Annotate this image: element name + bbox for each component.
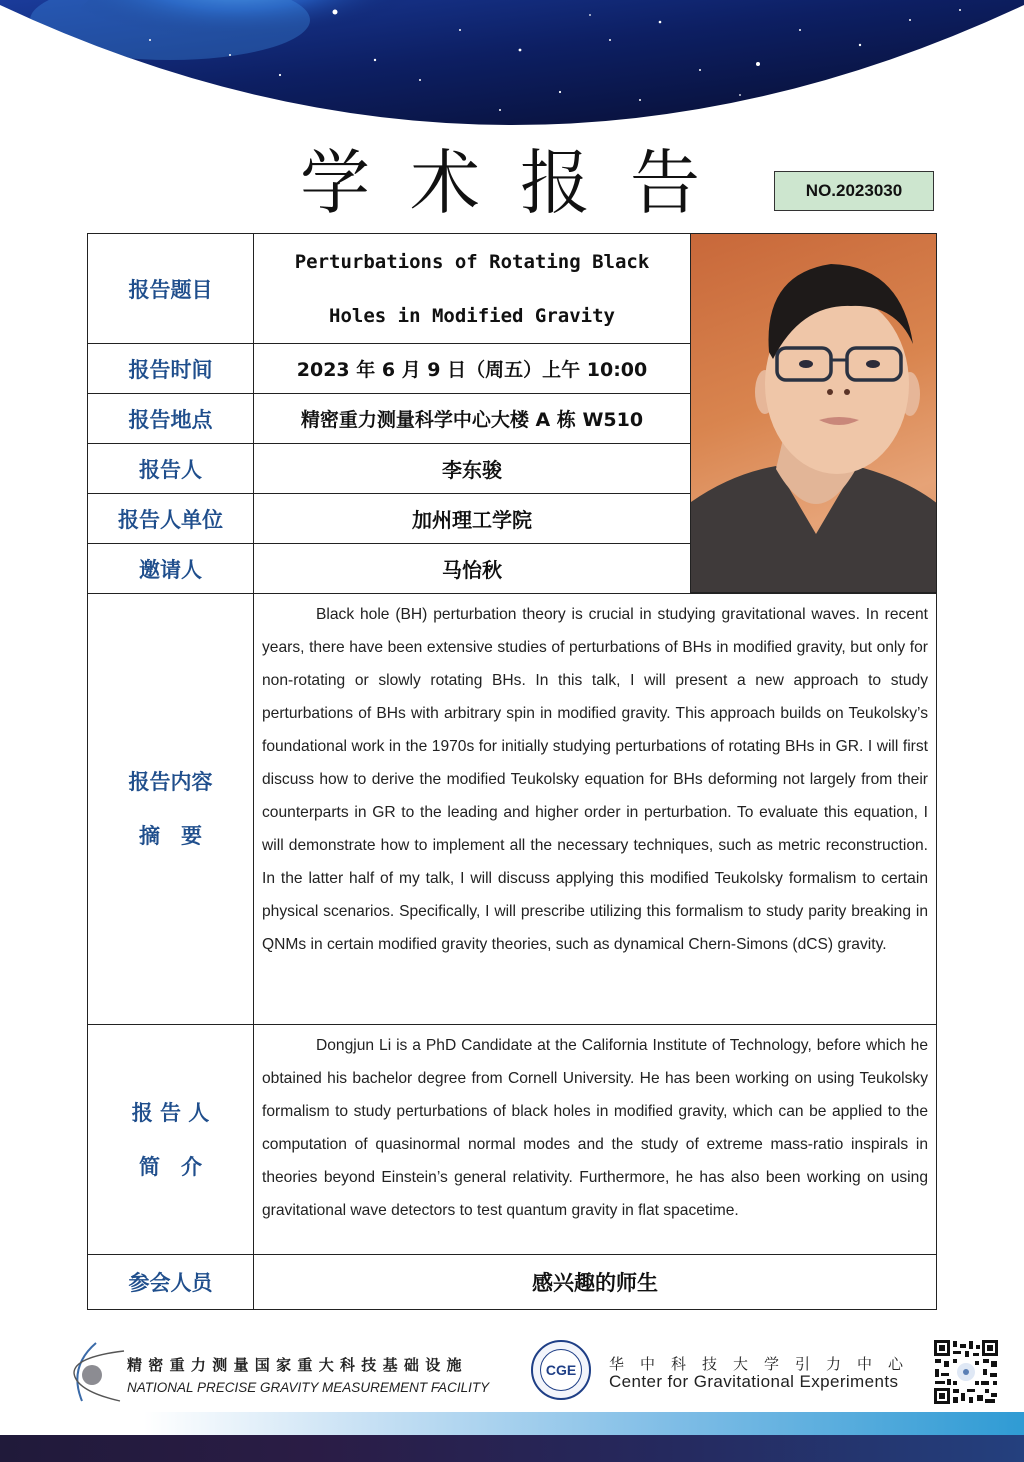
abstract-label-line-1: 报告内容	[128, 770, 213, 794]
affiliation-value: 加州理工学院	[253, 493, 691, 544]
bio-text: Dongjun Li is a PhD Candidate at the California Institute of Technology, before which he obtained his bachelor degree from Cornell University. He has been working on using Teukolsky formalism to study perturbations of black holes in modified gravity, which can be applied to the computation of quasinormal normal modes and the study of extreme mass-ratio inspirals in theories beyond Einstein’s general relativity. Furthermore, he has also been working on using gravitational wave detectors to test quantum gravity in flat spacetime.	[253, 1024, 937, 1255]
report-number-badge: NO.2023030	[774, 171, 934, 211]
org2-name-cn: 华中科技大学引力中心	[609, 1355, 920, 1373]
venue-label: 报告地点	[87, 393, 254, 444]
footer-dark-bar	[0, 1435, 1024, 1462]
bio-label-line-1: 报 告 人	[131, 1100, 210, 1125]
bio-label	[87, 1024, 254, 1255]
attendees-label: 参会人员	[87, 1254, 254, 1310]
galaxy-image	[0, 0, 1024, 125]
topic-line-1: Perturbations of Rotating Black	[294, 250, 650, 273]
npgmf-logo-icon	[66, 1339, 128, 1405]
cge-logo-text: CGE	[540, 1349, 582, 1391]
report-table	[87, 233, 937, 1310]
affiliation-label: 报告人单位	[87, 493, 254, 544]
host-value: 马怡秋	[253, 543, 691, 594]
speaker-label: 报告人	[87, 443, 254, 494]
footer	[0, 1325, 1024, 1462]
speaker-value: 李东骏	[253, 443, 691, 494]
abstract-label-line-2: 摘 要	[139, 824, 202, 848]
speaker-photo	[690, 233, 937, 593]
speaker-portrait-illustration	[691, 234, 937, 593]
abstract-text: Black hole (BH) perturbation theory is crucial in studying gravitational waves. In recent years, there have been extensive studies of perturbations of BHs in modified gravity, but only for non-rotating or slowly rotating BHs. In this talk, I will present a new approach to study perturbations of BHs with arbitrary spin in modified gravity. This approach builds on Teukolsky’s foundational work in the 1970s for initially studying perturbations of rotating BHs in GR. I will first discuss how to derive the modified Teukolsky equation for BHs deforming not largely from their counterparts in GR to the leading and higher order in perturbation. To evaluate this equation, I will demonstrate how to implement all the necessary techniques, such as metric reconstruction. In the latter half of my talk, I will discuss applying this modified Teukolsky formalism to certain physical scenarios. Specifically, I will prescribe utilizing this formalism to study parity breaking in QNMs in certain modified gravity theories, such as dynamical Chern-Simons (dCS) gravity.	[253, 593, 937, 1025]
page-title: 学术报告	[300, 142, 740, 224]
org1-name-cn: 精密重力测量国家重大科技基础设施	[127, 1356, 468, 1374]
topic-value	[253, 233, 691, 344]
org1-name-en: NATIONAL PRECISE GRAVITY MEASUREMENT FACILITY	[127, 1380, 490, 1395]
topic-label: 报告题目	[87, 233, 254, 344]
host-label: 邀请人	[87, 543, 254, 594]
abstract-label	[87, 593, 254, 1025]
org2-name-en: Center for Gravitational Experiments	[609, 1372, 899, 1391]
space-banner	[0, 0, 1024, 125]
cge-logo	[531, 1340, 591, 1400]
qr-code-icon[interactable]	[933, 1339, 999, 1405]
venue-value: 精密重力测量科学中心大楼 A 栋 W510	[253, 393, 691, 444]
attendees-value: 感兴趣的师生	[253, 1254, 937, 1310]
footer-light-bar	[144, 1412, 1024, 1435]
time-label: 报告时间	[87, 343, 254, 394]
bio-label-line-2: 简 介	[139, 1154, 202, 1179]
time-value: 2023 年 6 月 9 日（周五）上午 10:00	[253, 343, 691, 394]
topic-line-2: Holes in Modified Gravity	[329, 304, 615, 327]
